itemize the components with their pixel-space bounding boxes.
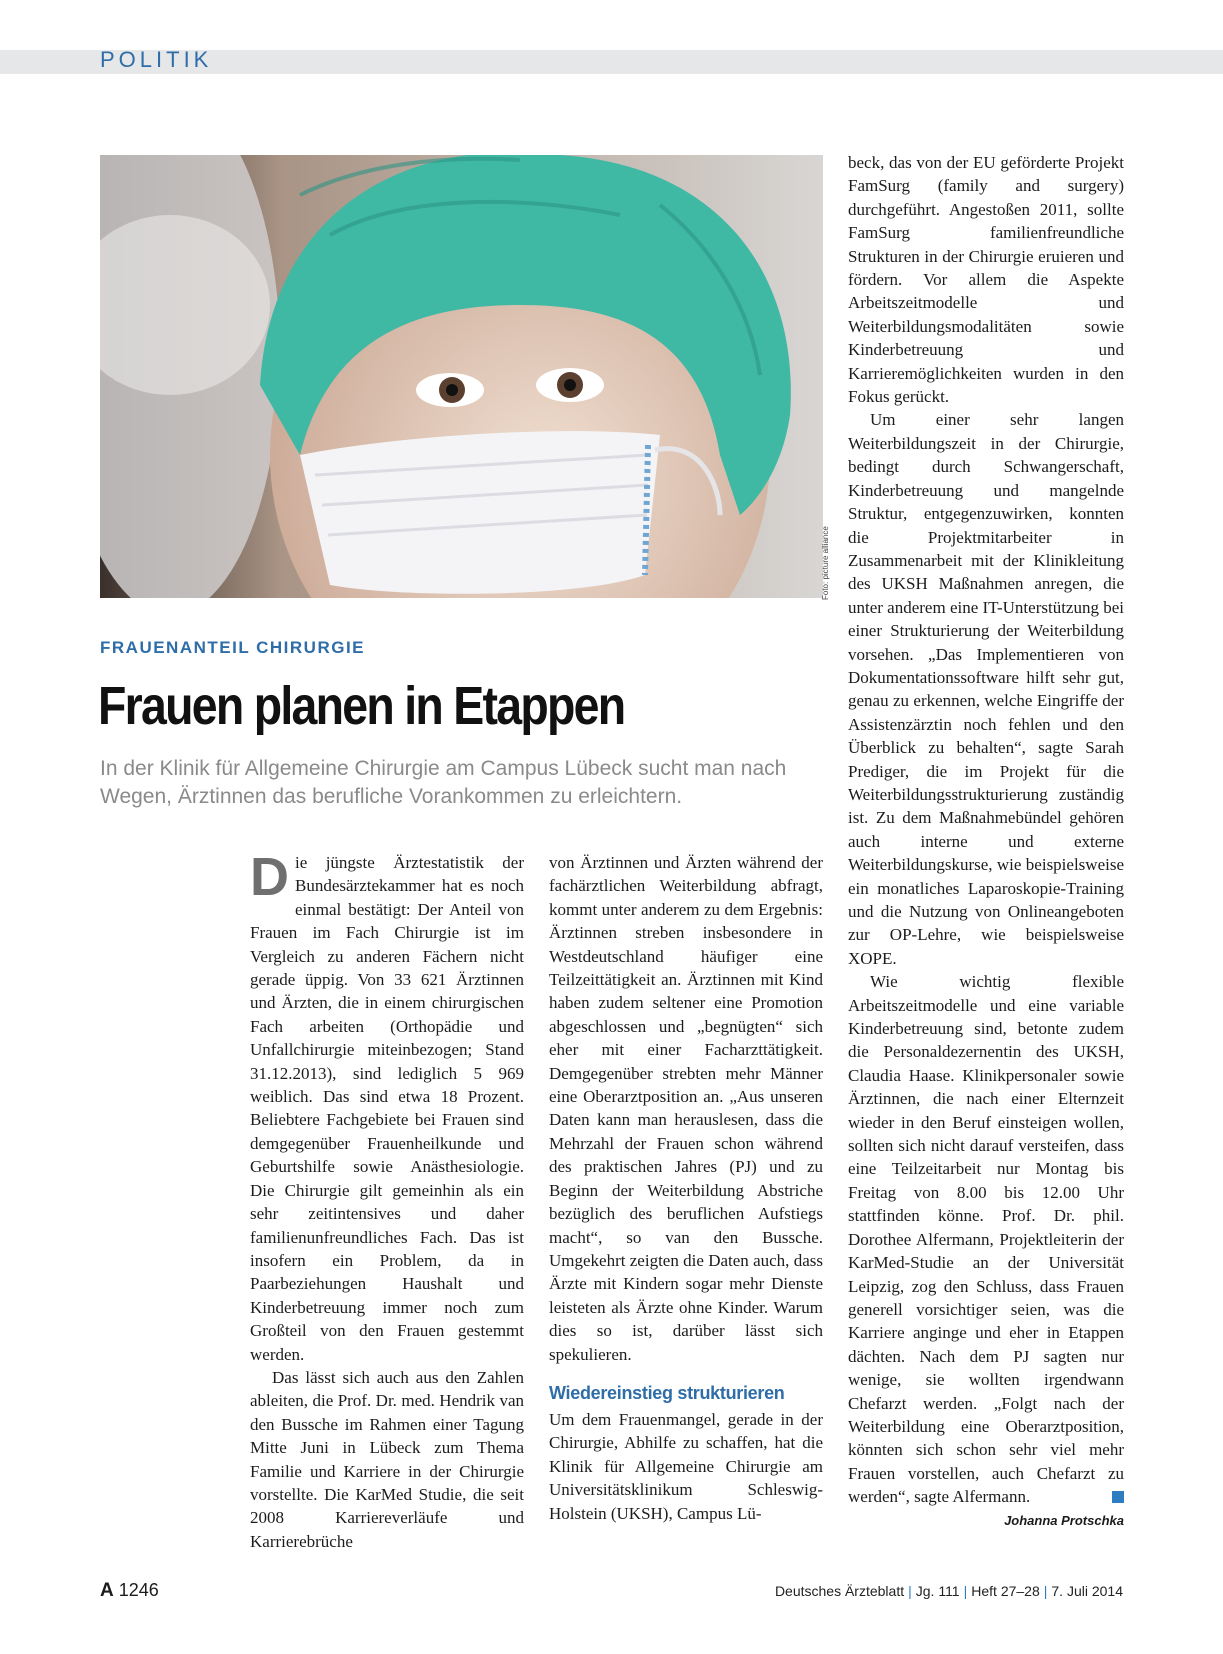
page-number	[100, 1580, 159, 1602]
article-lead: In der Klinik für Allgemeine Chirurgie am Campus Lübeck sucht man nach Wegen, Ärztinnen das berufliche Vorankommen zu erleichtern.	[100, 757, 787, 808]
paragraph	[250, 847, 524, 1366]
journal-footer	[775, 1583, 1123, 1599]
paragraph: Das lässt sich auch aus den Zahlen ableiten, die Prof. Dr. med. Hendrik van den Bussche im Rahmen einer Tagung Mitte Juni in Lübeck zum Thema Familie und Karriere in der Chirurgie vorstellte. Die KarMed Studie, die seit 2008 Karriereverläufe und Karrierebrüche	[250, 1367, 524, 1551]
article-kicker: FRAUENANTEIL CHIRURGIE	[100, 638, 366, 657]
text-column-3	[848, 151, 1124, 1531]
paragraph-text: Wie wichtig flexible Arbeitszeitmodelle und eine variable Kinderbetreuung sind, betonte zudem die Personaldezernentin des UKSH, Claudia Haase. Klinikpersonaler sowie Ärztinnen, die nach einer Elternzeit wieder in den Beruf einsteigen wollen, sollten sich nicht darauf versteifen, dass eine Teilzeitarbeit nur Montag bis Freitag von 8.00 bis 12.00 Uhr stattfinden könne. Prof. Dr. phil. Dorothee Alfermann, Projektleiterin der KarMed-Studie an der Universität Leipzig, zog den Schluss, dass Frauen generell vorsichtiger seien, was die Karriere anginge und eher in Etappen dächten. Nach dem PJ sagten nur wenige, sie wollten irgendwann Chefarzt werden. „Folgt nach der Weiterbildung eine Oberarztposition, könnten sich schon sehr viel mehr Frauen vorstellen, auch Chefarzt zu werden“, sagte Alfermann.	[848, 972, 1124, 1507]
subheading: Wiedereinstieg strukturieren	[549, 1382, 785, 1403]
author-byline: Johanna Protschka	[1004, 1512, 1124, 1528]
page-prefix: A	[100, 1580, 114, 1601]
text-column-2	[549, 851, 823, 1525]
article-photo	[100, 155, 823, 598]
end-of-article-icon	[1112, 1491, 1124, 1503]
journal-date: 7. Juli 2014	[1051, 1583, 1123, 1599]
surgeon-portrait-image	[100, 155, 823, 598]
separator: |	[963, 1583, 968, 1599]
separator: |	[908, 1583, 912, 1599]
journal-volume: Jg. 111	[915, 1583, 960, 1599]
paragraph: Um einer sehr langen Weiterbildungszeit in der Chirurgie, bedingt durch Schwangerschaft, Kinderbetreuung und mangelnde Struktur, entgegenzuwirken, konnten die Projektmitarbeiter in Zusammenarbeit mit der Klinikleitung des UKSH Maßnahmen anregen, die unter anderem eine IT-Unterstützung bei einer Strukturierung der Weiterbildung vorsehen. „Das Implementieren von Dokumentationssoftware hilft sehr gut, genau zu erkennen, welche Eingriffe der Assistenzärztin noch fehlen und den Überblick zu behalten“, sagte Sarah Prediger, die im Projekt für die Weiterbildungsstrukturierung zuständig ist. Zu dem Maßnahmebündel gehören auch interne und externe Weiterbildungskurse, wie beispielsweise ein monatliches Laparoskopie-Training und die Nutzung von Onlineangeboten zur OP-Lehre, wie beispielsweise XOPE.	[848, 410, 1124, 968]
section-label: POLITIK	[100, 47, 213, 72]
paragraph-final	[848, 970, 1124, 1508]
paragraph: Um dem Frauenmangel, gerade in der Chirurgie, Abhilfe zu schaffen, hat die Klinik für Allgemeine Chirurgie am Universitätsklinikum Schleswig-Holstein (UKSH), Campus Lü-	[549, 1409, 823, 1523]
paragraph-text: ie jüngste Ärztestatistik der Bundesärztekammer hat es noch einmal bestätigt: Der Anteil von Frauen im Fach Chirurgie ist im Vergleich zu anderen Fächern nicht gerade üppig. Von 33 621 Ärztinnen und Ärzten, die in einem chirurgischen Fach arbeiten (Orthopädie und Unfallchirurgie miteinbezogen; Stand 31.12.2013), sind lediglich 5 969 weiblich. Das sind etwa 18 Prozent. Beliebtere Fachgebiete bei Frauen sind demgegenüber Frauenheilkunde und Geburtshilfe sowie Anästhesiologie. Die Chirurgie gilt gemeinhin als ein sehr zeitintensives und daher familienunfreundliches Fach. Das ist insofern ein Problem, da in Paarbeziehungen Haushalt und Kinderbetreuung immer noch zum Großteil von den Frauen gestemmt werden.	[250, 853, 524, 1364]
paragraph: von Ärztinnen und Ärzten während der fachärztlichen Weiterbildung abfragt, kommt unter anderem zu dem Ergebnis: Ärztinnen streben insbesondere in Westdeutschland häufiger eine Teilzeittätigkeit an. Ärztinnen mit Kind haben zudem seltener eine Promotion abgeschlossen und „begnügten“ sich eher mit einer Facharzttätigkeit. Demgegenüber strebten mehr Männer eine Oberarztposition an. „Aus unseren Daten kann man herauslesen, dass die Mehrzahl der Frauen schon während des praktischen Jahres (PJ) und zu Beginn der Weiterbildung Abstriche bezüglich des beruflichen Aufstiegs macht“, so van den Bussche. Umgekehrt zeigten die Daten auch, dass Ärzte mit Kindern sogar mehr Dienste leisteten als Ärzte ohne Kinder. Warum dies so ist, darüber lässt sich spekulieren.	[549, 853, 823, 1364]
separator: |	[1043, 1583, 1048, 1599]
journal-issue: Heft 27–28	[971, 1583, 1040, 1599]
journal-name: Deutsches Ärzteblatt	[774, 1583, 905, 1599]
page-number-value: 1246	[118, 1580, 159, 1600]
drop-cap: D	[250, 847, 289, 907]
paragraph: beck, das von der EU geförderte Projekt FamSurg (family and surgery) durchgeführt. Angestoßen 2011, sollte FamSurg familienfreundliche Strukturen in der Chirurgie eruieren und fördern. Vor allem die Aspekte Arbeitszeitmodelle und Weiterbildungsmodalitäten sowie Kinderbetreuung und Karrieremöglichkeiten wurden in den Fokus gerückt.	[848, 153, 1124, 407]
text-column-1	[250, 847, 524, 1553]
article-headline: Frauen planen in Etappen	[98, 676, 625, 736]
photo-credit: Foto: picture alliance	[821, 526, 830, 600]
